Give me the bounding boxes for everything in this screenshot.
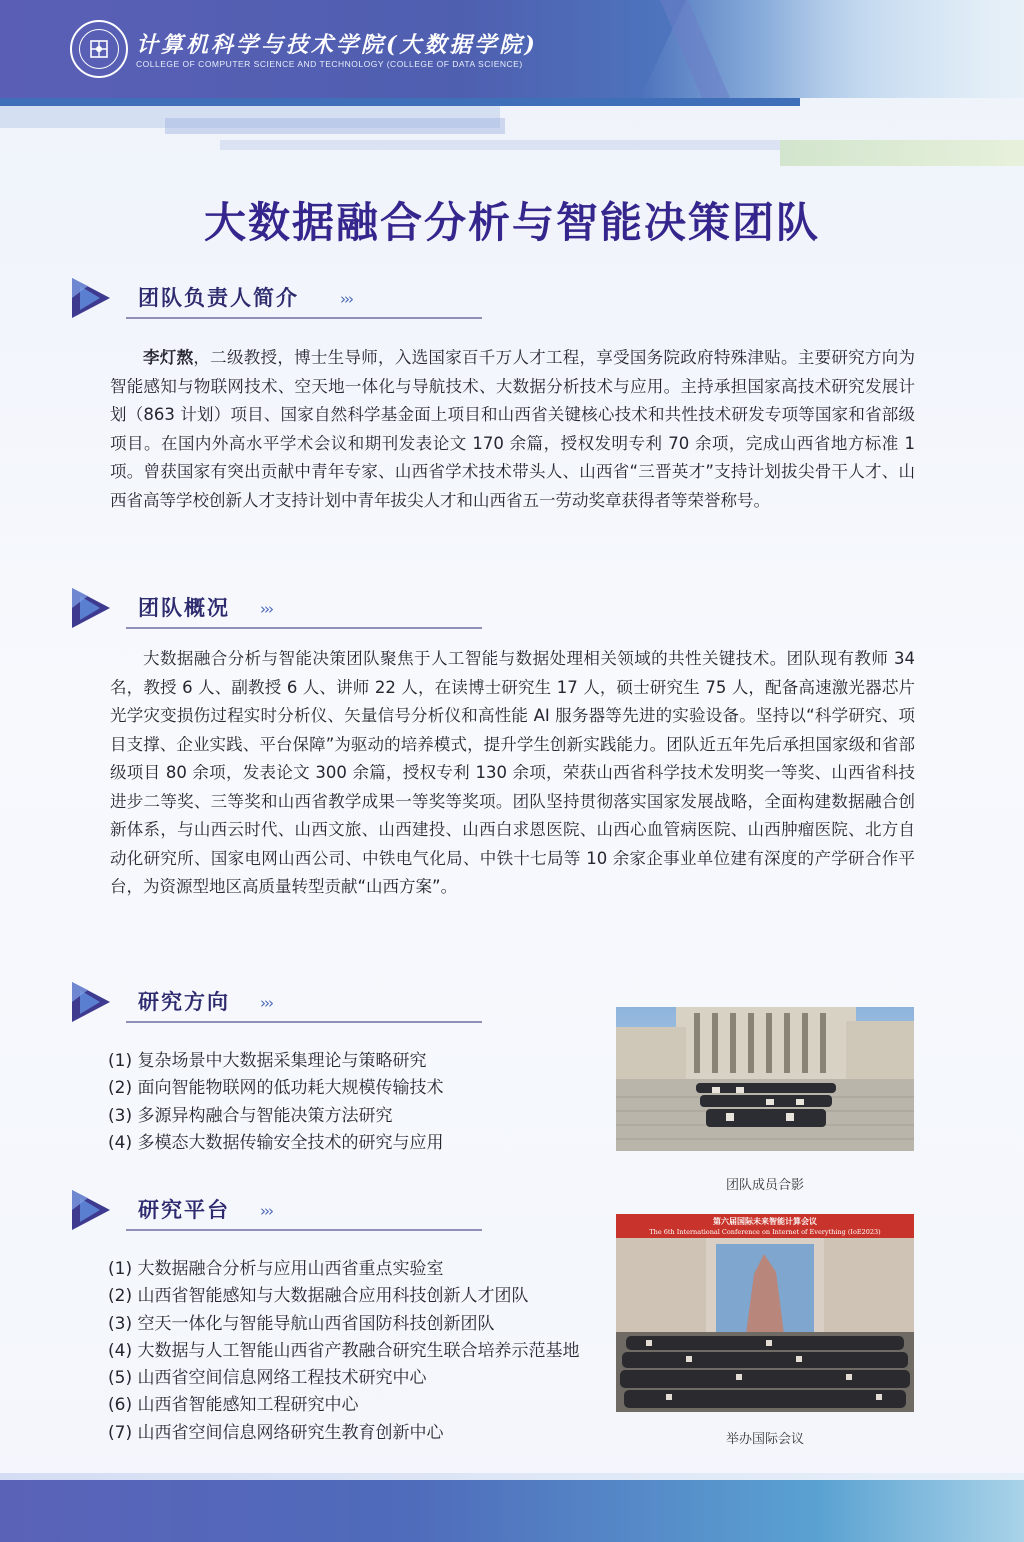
leader-name: 李灯熬 [143,348,194,367]
chevron-right-icon: ››› [260,600,272,618]
list-item: (1) 大数据融合分析与应用山西省重点实验室 [108,1259,444,1279]
chevron-right-icon: ››› [340,290,352,308]
section-title: 研究方向 [138,990,230,1014]
footer-banner [0,1480,1024,1542]
section-heading-overview [70,586,490,636]
conference-group-photo [616,1214,914,1412]
college-name: 计算机科学与技术学院(大数据学院) [136,32,538,58]
decorative-bar [220,140,780,150]
leader-bio-text: ，二级教授，博士生导师，入选国家百千万人才工程，享受国务院政府特殊津贴。主要研究方向为智能感知与物联网技术、空天地一体化与导航技术、大数据分析技术与应用。主持承担国家高技术研究发展计划（863 计划）项目、国家自然科学基金面上项目和山西省关键核心技术和共性技术研发专项等国家和省部级项目。在国内外高水平学术会议和期刊发表论文 170 余篇，授权发明专利 70 余项，完成山西省地方标准 1 项。曾获国家有突出贡献中青年专家、山西省学术技术带头人、山西省“三晋英才”支持计划拔尖骨干人才、山西省高等学校创新人才支持计划中青年拔尖人才和山西省五一劳动奖章获得者等荣誉称号。 [110,348,916,510]
conference-banner-cn: 第六届国际未来智能计算会议 [713,1217,817,1226]
research-directions-list [108,1048,443,1157]
section-underline [126,1229,482,1231]
section-title: 团队负责人简介 [138,286,299,310]
team-overview: 大数据融合分析与智能决策团队聚焦于人工智能与数据处理相关领域的共性关键技术。团队现有教师 34 名，教授 6 人、副教授 6 人、讲师 22 人，在读博士研究生 17 人，硕士研究生 75 人，配备高速激光器芯片光学灾变损伤过程实时分析仪、矢量信号分析仪和高性能 AI 服务器等先进的实验设备。坚持以“科学研究、项目支撑、企业实践、平台保障”为驱动的培养模式，提升学生创新实践能力。团队近五年先后承担国家级和省部级项目 80 余项，发表论文 300 余篇，授权专利 130 余项，荣获山西省科学技术发明奖一等奖、山西省科技进步二等奖、三等奖和山西省教学成果一等奖等奖项。团队坚持贯彻落实国家发展战略，全面构建数据融合创新体系，与山西云时代、山西文旅、山西建投、山西白求恩医院、山西心血管病医院、山西肿瘤医院、北方自动化研究所、国家电网山西公司、中铁电气化局、中铁十七局等 10 余家企事业单位建有深度的产学研合作平台，为资源型地区高质量转型贡献“山西方案”。 [110,649,915,896]
conference-photo-caption: 举办国际会议 [725,1432,804,1447]
research-platforms-list [108,1256,579,1447]
play-triangle-icon [70,276,114,320]
chevron-right-icon: ››› [260,994,272,1012]
play-triangle-icon [70,1188,114,1232]
section-heading-leader [70,276,490,326]
section-title: 团队概况 [138,596,230,620]
play-triangle-icon [70,586,114,630]
team-photo-caption: 团队成员合影 [725,1178,804,1193]
list-item: (2) 面向智能物联网的低功耗大规模传输技术 [108,1078,444,1099]
conference-banner-en: The 6th International Conference on Internet of Everything (IoE2023) [649,1228,881,1236]
list-item: (1) 复杂场景中大数据采集理论与策略研究 [108,1051,427,1071]
leader-bio [110,344,915,515]
section-heading-research [70,980,490,1030]
section-underline [126,317,482,319]
emblem-icon [87,37,111,61]
section-underline [126,627,482,629]
decorative-bar [165,118,505,134]
list-item: (3) 空天一体化与智能导航山西省国防科技创新团队 [108,1313,495,1334]
list-item: (4) 大数据与人工智能山西省产教融合研究生联合培养示范基地 [108,1340,580,1361]
page-title: 大数据融合分析与智能决策团队 [203,199,820,246]
list-item: (2) 山西省智能感知与大数据融合应用科技创新人才团队 [108,1286,529,1307]
section-title: 研究平台 [138,1198,230,1222]
play-triangle-icon [70,980,114,1024]
decorative-bar [780,140,1024,166]
section-heading-platform [70,1188,490,1238]
chevron-right-icon: ››› [260,1202,272,1220]
list-item: (4) 多模态大数据传输安全技术的研究与应用 [108,1132,444,1153]
list-item: (6) 山西省智能感知工程研究中心 [108,1395,359,1416]
list-item: (3) 多源异构融合与智能决策方法研究 [108,1105,393,1126]
college-name-english: COLLEGE OF COMPUTER SCIENCE AND TECHNOLOGY (COLLEGE OF DATA SCIENCE) [136,59,523,69]
list-item: (7) 山西省空间信息网络研究生教育创新中心 [108,1422,444,1443]
list-item: (5) 山西省空间信息网络工程技术研究中心 [108,1368,427,1389]
decorative-bar [0,98,800,106]
college-logo [70,20,128,78]
section-underline [126,1021,482,1023]
team-group-photo [616,1007,914,1151]
